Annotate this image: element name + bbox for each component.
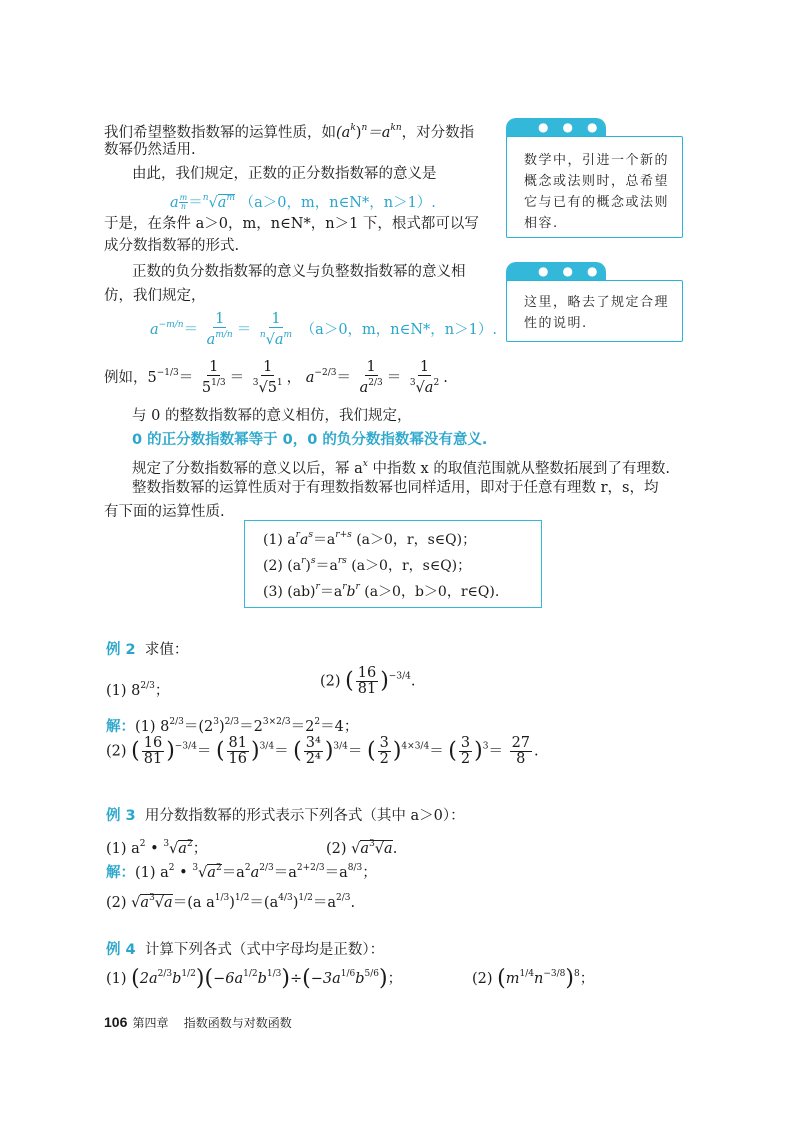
example-2-solution-2: (2) ( $\frac{16}{81}$ )$^{-3/4}$＝ ( $\frac{81}{16}$ )$^{3/4}$＝ ( $\frac{\text{3⁴}}{\text{2⁴}}$ )$^{3/4}$＝ ( $\frac{3}{2}$ )$^{4\times 3/4}$＝ ( $\frac{3}{2}$ )$^3$＝ $\frac{27}{8}$ . xyxy=(106,735,539,767)
example-3-solution-2: (2) $√a^3√a=(a$ $a^{1/3})^{1/2}=(a^{4/3})^{1/2}=a^{2/3}$. xyxy=(106,893,356,911)
zero-exponent-rule: 0 的正分数指数幂等于 0，0 的负分数指数幂没有意义. xyxy=(132,432,488,448)
para-4-line-2: 仿，我们规定， xyxy=(104,288,206,304)
definition-negative-fractional-exponent: $a^{-m/n}=$ $\frac{1}{a^{m/n}}$ ＝ $\frac{1}{^n√a^m}$ （a＞0，m，n∈N*，n＞1）. xyxy=(150,311,497,348)
chapter-title: 指数函数与对数函数 xyxy=(183,1016,292,1030)
property-2: (2) $(a^r)^s=a^{rs}$ (a＞0，r，s∈Q)； xyxy=(263,556,472,574)
example-2-q1: (1) $8^{2/3}$； xyxy=(106,681,170,699)
example-4-title: 例 4 xyxy=(106,942,136,958)
side-note-1 xyxy=(506,118,684,238)
example-negative-exponents: 例如，$5^{-1/3}=$ $\frac{1}{5^{1/3}}$ ＝ $\frac{1}{^3√5^1}$ ， $a^{-2/3}=$ $\frac{1}{a^{2/3}}$ ＝ $\frac{1}{^3√a^2}$ . xyxy=(104,359,448,396)
para-7-line-1: 整数指数幂的运算性质对于有理数指数幂也同样适用，即对于任意有理数 r，s，均 xyxy=(132,480,659,496)
example-3-q2: (2) $√a^3√a$. xyxy=(326,839,398,857)
example-2-q2: (2) ( $\frac{16}{81}$ )$^{-3/4}$. xyxy=(320,665,416,697)
side-note-2 xyxy=(506,262,684,342)
example-4-q1: (1) $(2a^{2/3}b^{1/2})(-6a^{1/2}b^{1/3})\div(-3a^{1/6}b^{5/6})$； xyxy=(106,966,403,991)
example-4-q2: (2) $(m^{1/4}n^{-3/8})^8$； xyxy=(472,966,595,991)
chapter-label: 第四章 xyxy=(132,1016,169,1030)
para-4-line-1: 正数的负分数指数幂的意义与负整数指数幂的意义相 xyxy=(132,264,466,280)
example-4-header: 例 4 计算下列各式（式中字母均是正数）： xyxy=(106,942,385,958)
example-2-title: 例 2 xyxy=(106,642,136,658)
side-note-1-dots-icon: ●●● xyxy=(538,120,612,134)
property-3: (3) $(ab)^r=a^rb^r$ (a＞0，b＞0，r∈Q). xyxy=(263,582,500,600)
page-footer xyxy=(104,1012,292,1031)
side-note-2-dots-icon: ●●● xyxy=(538,264,612,278)
para-3-line-2: 成分数指数幂的形式. xyxy=(104,238,240,254)
example-2-header: 例 2 求值： xyxy=(106,642,189,658)
example-2-solution-1: 解：(1) $8^{2/3}=(2^3)^{2/3}=2^{3\times 2/3}=2^2=4$； xyxy=(106,717,359,735)
page-number: 106 xyxy=(104,1014,128,1030)
side-note-2-text: 这里，略去了规定合理性的说明. xyxy=(524,295,670,331)
properties-box xyxy=(244,520,542,608)
para-1-line-1: 我们希望整数指数幂的运算性质，如$(a^k)^n=a^{kn}$，对分数指 xyxy=(104,123,475,141)
para-7-line-2: 有下面的运算性质. xyxy=(104,504,225,520)
side-note-1-text: 数学中，引进一个新的概念或法则时，总希望它与已有的概念或法则相容. xyxy=(524,153,670,231)
para-5: 与 0 的整数指数幂的意义相仿，我们规定， xyxy=(132,408,412,424)
para-6: 规定了分数指数幂的意义以后，幂 $a^x$ 中指数 x 的取值范围就从整数拓展到了有理数. xyxy=(132,459,670,477)
definition-positive-fractional-exponent: a $\frac{m}{n}$ $=^n√a^m$ （a＞0，m，n∈N*，n＞1）. xyxy=(170,193,436,211)
para-1-line-2: 数幂仍然适用. xyxy=(104,142,196,158)
example-3-solution-1: 解：(1) $a^2$ • $^3√a^2=a^2a^{2/3}=a^{2+2/3}=a^{8/3}$； xyxy=(106,863,377,881)
para-2: 由此，我们规定，正数的正分数指数幂的意义是 xyxy=(132,166,437,182)
example-3-title: 例 3 xyxy=(106,808,136,824)
property-1: (1) $a^ra^s=a^{r+s}$ (a＞0，r，s∈Q)； xyxy=(263,530,477,548)
example-3-q1: (1) $a^2$ • $^3√a^2$； xyxy=(106,839,208,857)
example-3-header: 例 3 用分数指数幂的形式表示下列各式（其中 a＞0）： xyxy=(106,808,465,824)
para-3-line-1: 于是，在条件 a＞0，m，n∈N*，n＞1 下，根式都可以写 xyxy=(104,216,479,232)
